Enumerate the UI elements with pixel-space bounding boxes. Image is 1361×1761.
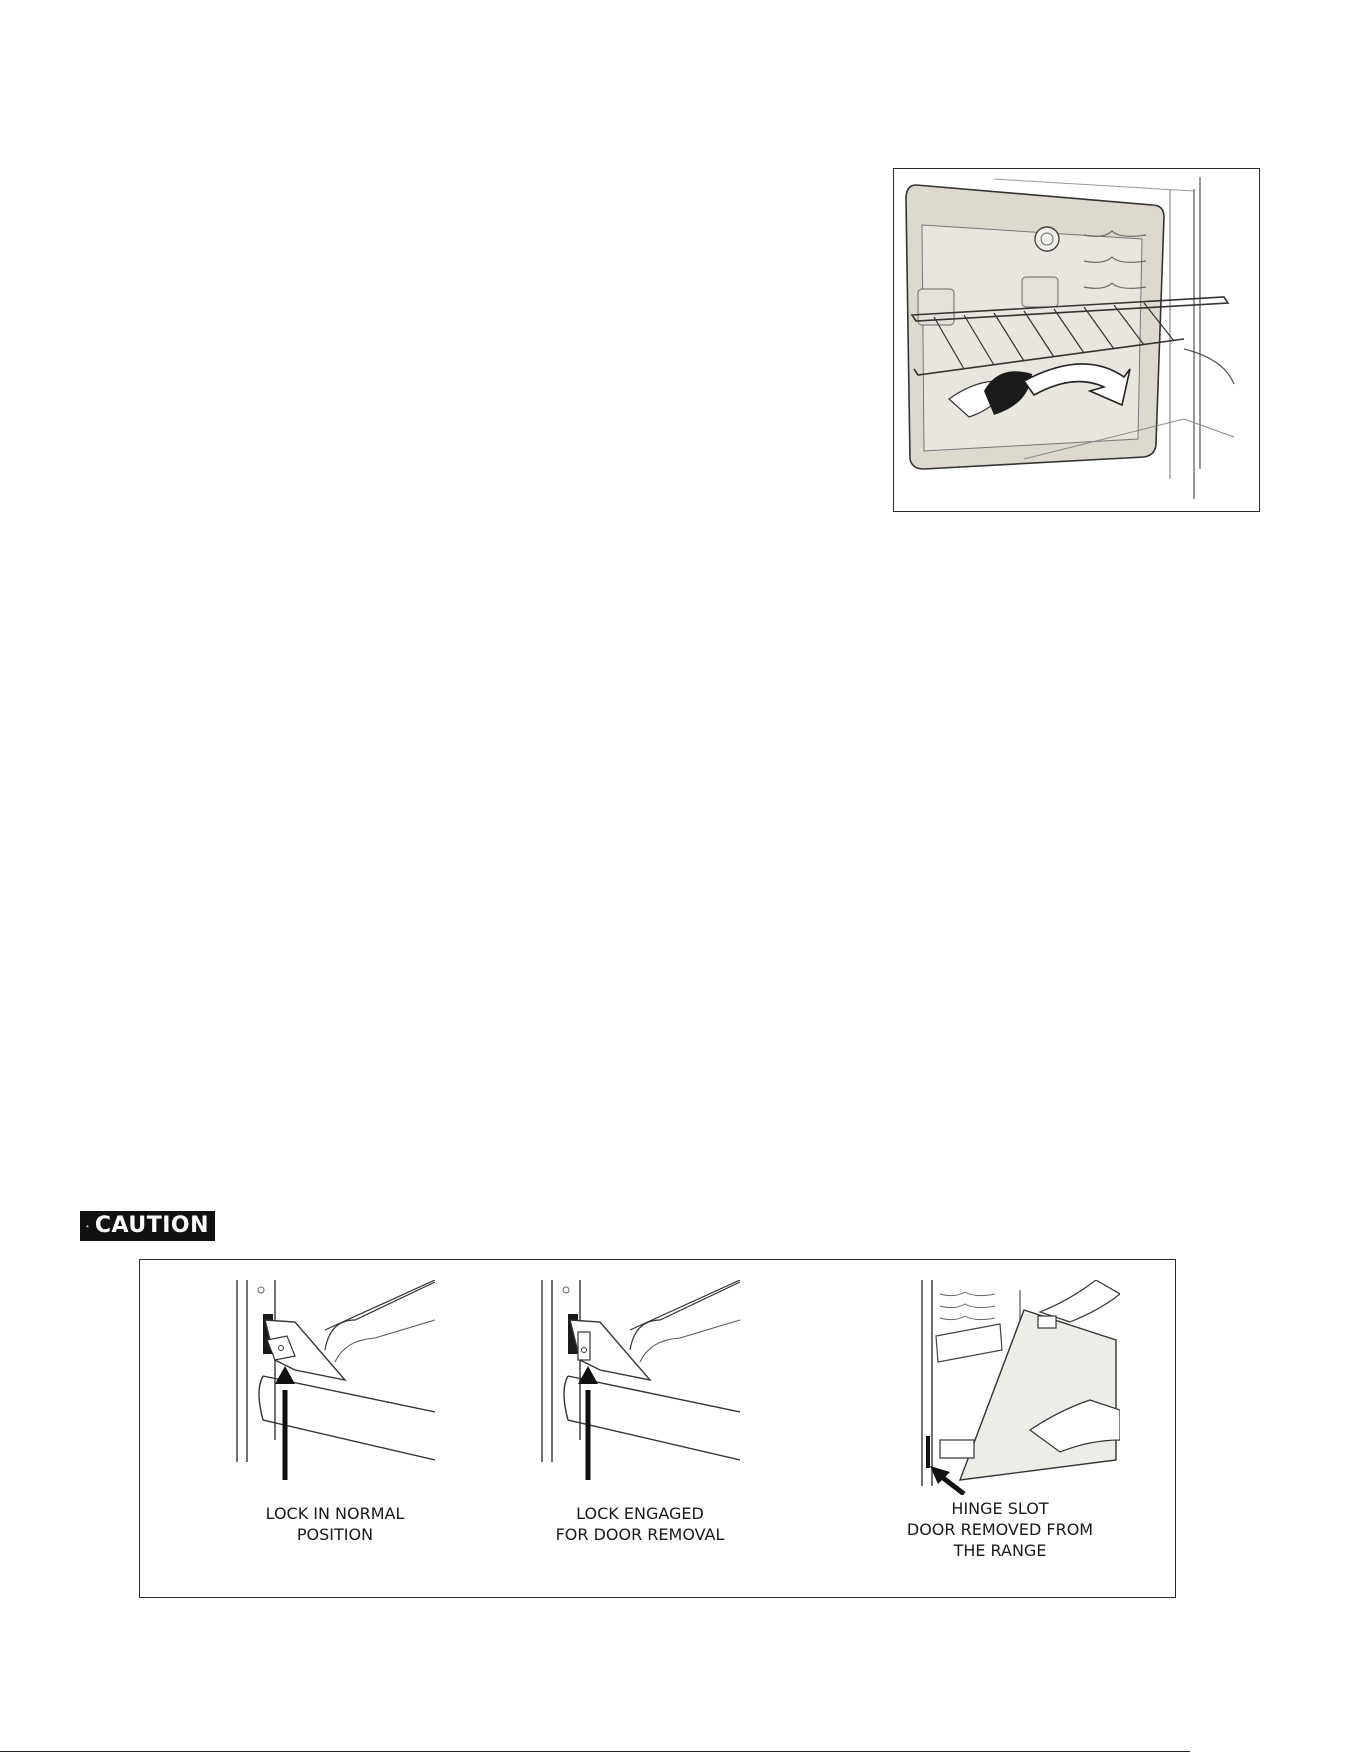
oven-rack-figure xyxy=(893,168,1260,512)
door-removed-illustration xyxy=(920,1280,1120,1495)
caption-line: THE RANGE xyxy=(953,1541,1047,1560)
caption-line: LOCK ENGAGED xyxy=(576,1504,704,1523)
caption-line: HINGE SLOT xyxy=(951,1499,1049,1518)
door-lock-engaged-illustration xyxy=(540,1280,740,1480)
door-lock-normal-panel xyxy=(235,1260,435,1597)
oven-rack-illustration xyxy=(894,169,1258,510)
door-removed-panel xyxy=(906,1260,1120,1597)
door-removal-figure xyxy=(139,1259,1176,1598)
caption-line: FOR DOOR REMOVAL xyxy=(555,1525,725,1544)
caution-badge xyxy=(80,1211,215,1241)
caption-line: POSITION xyxy=(296,1525,374,1544)
caution-label: CAUTION xyxy=(94,1213,209,1238)
warning-triangle-icon xyxy=(86,1216,89,1236)
caption-line: DOOR REMOVED FROM xyxy=(906,1520,1094,1539)
door-lock-engaged-panel xyxy=(540,1260,740,1597)
door-lock-normal-illustration xyxy=(235,1280,435,1480)
caption-line: LOCK IN NORMAL xyxy=(265,1504,405,1523)
footer-rule xyxy=(0,1751,1190,1752)
